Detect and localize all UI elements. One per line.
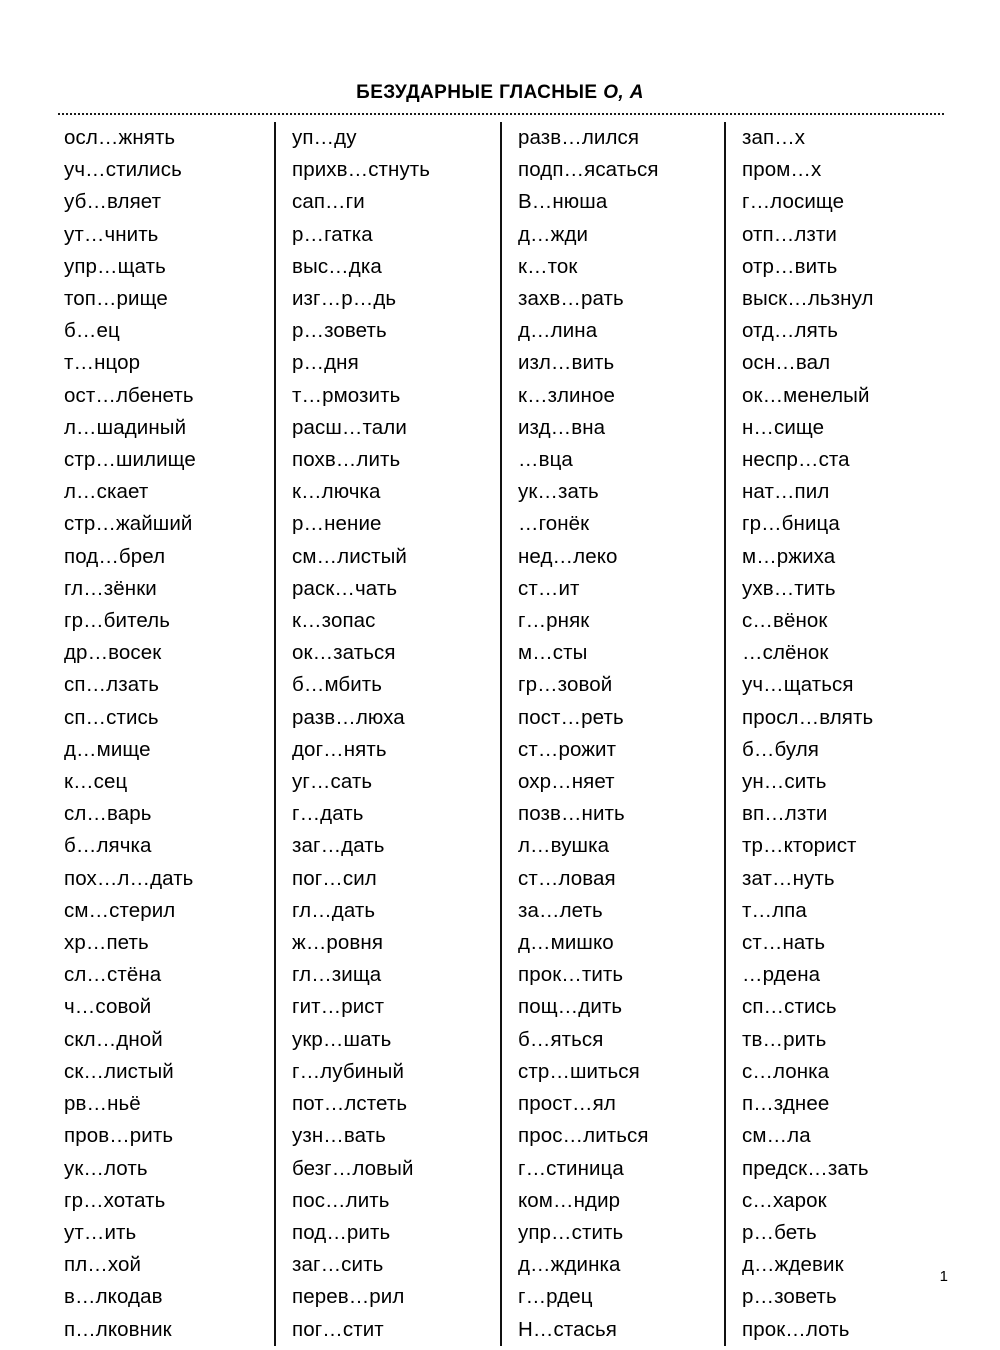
word-item: к…ток — [518, 254, 578, 278]
word-item: позв…нить — [518, 802, 625, 826]
word-item: неспр…ста — [742, 448, 850, 472]
word-item: г…лосище — [742, 190, 845, 214]
word-item: топ…рище — [64, 287, 168, 311]
word-item: пром…х — [742, 158, 822, 182]
word-item: …гонёк — [518, 512, 590, 536]
word-item: в…лкодав — [64, 1285, 163, 1309]
word-column-1 — [58, 122, 274, 1346]
word-item: прос…литься — [518, 1124, 649, 1148]
word-item: прост…ял — [518, 1092, 616, 1116]
word-item: д…ждинка — [518, 1253, 621, 1277]
word-item: пост…реть — [518, 705, 624, 729]
word-item: б…яться — [518, 1027, 604, 1051]
word-item: с…лонка — [742, 1059, 830, 1083]
word-item: хр…петь — [64, 931, 149, 955]
word-item: р…зоветь — [742, 1285, 837, 1309]
word-item: ск…листый — [64, 1059, 174, 1083]
word-item: р…дня — [292, 351, 359, 375]
page-title-main: БЕЗУДАРНЫЕ ГЛАСНЫЕ — [356, 82, 604, 103]
word-item: п…зднее — [742, 1092, 830, 1116]
word-item: р…нение — [292, 512, 382, 536]
word-item: гл…дать — [292, 898, 376, 922]
word-item: нат…пил — [742, 480, 830, 504]
word-item: гр…хотать — [64, 1188, 166, 1212]
word-item: м…сты — [518, 641, 588, 665]
word-item: уг…сать — [292, 770, 373, 794]
word-item: гр…бница — [742, 512, 840, 536]
word-item: л…вушка — [518, 834, 610, 858]
word-item: ок…менелый — [742, 383, 870, 407]
word-item: прок…тить — [518, 963, 624, 987]
word-item: пог…стит — [292, 1317, 384, 1341]
word-item: сп…стись — [64, 705, 159, 729]
word-item: д…мишко — [518, 931, 614, 955]
page-title — [0, 82, 1000, 104]
word-item: ук…зать — [518, 480, 599, 504]
word-item: к…зопас — [292, 609, 376, 633]
word-item: за…леть — [518, 898, 603, 922]
word-item: выск…льзнул — [742, 287, 874, 311]
word-item: пох…л…дать — [64, 866, 194, 890]
title-divider — [58, 113, 944, 115]
word-item: узн…вать — [292, 1124, 386, 1148]
word-item: т…рмозить — [292, 383, 401, 407]
word-item: изд…вна — [518, 415, 606, 439]
word-item: рв…ньё — [64, 1092, 141, 1116]
word-column-3 — [500, 122, 724, 1346]
word-item: сп…лзать — [64, 673, 160, 697]
word-item: ч…совой — [64, 995, 152, 1019]
word-item: ук…лоть — [64, 1156, 148, 1180]
word-item: ж…ровня — [292, 931, 384, 955]
word-item: б…ец — [64, 319, 120, 343]
word-item: изг…р…дь — [292, 287, 397, 311]
word-item: пл…хой — [64, 1253, 142, 1277]
word-item: т…нцор — [64, 351, 141, 375]
word-item: см…ла — [742, 1124, 811, 1148]
word-item: ут…ить — [64, 1220, 137, 1244]
word-item: под…брел — [64, 544, 166, 568]
word-item: ун…сить — [742, 770, 827, 794]
word-item: пос…лить — [292, 1188, 390, 1212]
word-item: дог…нять — [292, 737, 387, 761]
word-item: заг…дать — [292, 834, 385, 858]
word-item: л…скает — [64, 480, 149, 504]
word-item: пров…рить — [64, 1124, 174, 1148]
word-item: г…рдец — [518, 1285, 593, 1309]
word-item: к…лючка — [292, 480, 381, 504]
word-item: укр…шать — [292, 1027, 392, 1051]
word-item: ухв…тить — [742, 576, 836, 600]
word-item: стр…шиться — [518, 1059, 640, 1083]
word-item: г…лубиный — [292, 1059, 405, 1083]
word-item: выс…дка — [292, 254, 382, 278]
word-item: н…сище — [742, 415, 825, 439]
word-item: зат…нуть — [742, 866, 835, 890]
word-item: …слёнок — [742, 641, 829, 665]
word-item: В…нюша — [518, 190, 608, 214]
word-item: г…дать — [292, 802, 364, 826]
word-item: охр…няет — [518, 770, 615, 794]
word-item: …рдена — [742, 963, 821, 987]
word-item: безг…ловый — [292, 1156, 414, 1180]
word-item: к…сец — [64, 770, 128, 794]
word-item: нед…леко — [518, 544, 618, 568]
word-item: б…лячка — [64, 834, 152, 858]
word-item: уп…ду — [292, 126, 357, 149]
word-columns — [58, 122, 944, 1346]
word-item: д…ждевик — [742, 1253, 844, 1277]
word-item: см…стерил — [64, 898, 176, 922]
word-item: р…гатка — [292, 222, 373, 246]
word-item: д…жди — [518, 222, 589, 246]
word-item: предск…зать — [742, 1156, 869, 1180]
word-item: пот…лстеть — [292, 1092, 408, 1116]
word-item: тр…кторист — [742, 834, 857, 858]
word-item: осн…вал — [742, 351, 831, 375]
word-item: изл…вить — [518, 351, 615, 375]
word-item: гр…битель — [64, 609, 170, 633]
word-item: г…стиница — [518, 1156, 624, 1180]
word-item: б…буля — [742, 737, 819, 761]
word-item: расш…тали — [292, 415, 407, 439]
word-item: ст…нать — [742, 931, 826, 955]
word-item: д…лина — [518, 319, 598, 343]
page-title-vowels: О, А — [603, 82, 644, 103]
word-item: г…рняк — [518, 609, 590, 633]
word-item: п…лковник — [64, 1317, 172, 1341]
word-item: раск…чать — [292, 576, 398, 600]
word-item: захв…рать — [518, 287, 624, 311]
page-number: 1 — [939, 1268, 948, 1285]
word-item: отд…лять — [742, 319, 839, 343]
word-item: упр…щать — [64, 254, 166, 278]
word-item: разв…люха — [292, 705, 405, 729]
word-item: похв…лить — [292, 448, 401, 472]
word-item: сл…стёна — [64, 963, 162, 987]
word-item: ок…заться — [292, 641, 396, 665]
word-item: ост…лбенеть — [64, 383, 194, 407]
word-item: гр…зовой — [518, 673, 613, 697]
word-item: пощ…дить — [518, 995, 623, 1019]
word-item: стр…шилище — [64, 448, 196, 472]
word-item: отп…лзти — [742, 222, 837, 246]
word-item: отр…вить — [742, 254, 838, 278]
word-item: заг…сить — [292, 1253, 384, 1277]
word-item: уб…вляет — [64, 190, 162, 214]
word-item: скл…дной — [64, 1027, 163, 1051]
word-item: ст…рожит — [518, 737, 617, 761]
word-item: зап…х — [742, 126, 806, 149]
word-item: перев…рил — [292, 1285, 405, 1309]
word-item: гл…зища — [292, 963, 382, 987]
word-item: сап…ги — [292, 190, 365, 214]
word-item: ут…чнить — [64, 222, 159, 246]
word-item: прихв…стнуть — [292, 158, 431, 182]
word-item: л…шадиный — [64, 415, 187, 439]
word-item: разв…лился — [518, 126, 640, 149]
word-item: р…зоветь — [292, 319, 387, 343]
word-item: др…восек — [64, 641, 162, 665]
word-item: просл…влять — [742, 705, 874, 729]
word-item: д…мище — [64, 737, 151, 761]
word-item: с…вёнок — [742, 609, 828, 633]
word-column-2 — [274, 122, 500, 1346]
word-item: с…харок — [742, 1188, 827, 1212]
word-item: т…лпа — [742, 898, 807, 922]
word-item: сл…варь — [64, 802, 152, 826]
word-item: Н…стасья — [518, 1317, 617, 1341]
word-item: прок…лоть — [742, 1317, 850, 1341]
word-item: ст…ловая — [518, 866, 616, 890]
word-item: под…рить — [292, 1220, 391, 1244]
word-item: гл…зёнки — [64, 576, 157, 600]
word-item: к…злиное — [518, 383, 615, 407]
word-item: упр…стить — [518, 1220, 624, 1244]
word-item: вп…лзти — [742, 802, 828, 826]
word-item: р…беть — [742, 1220, 817, 1244]
word-item: стр…жайший — [64, 512, 193, 536]
word-item: сп…стись — [742, 995, 837, 1019]
word-item: осл…жнять — [64, 126, 176, 149]
word-item: подп…ясаться — [518, 158, 659, 182]
word-item: пог…сил — [292, 866, 377, 890]
word-item: тв…рить — [742, 1027, 827, 1051]
word-item: …вца — [518, 448, 573, 472]
word-item: см…листый — [292, 544, 407, 568]
word-item: уч…щаться — [742, 673, 854, 697]
word-item: гит…рист — [292, 995, 385, 1019]
word-item: м…ржиха — [742, 544, 836, 568]
word-item: ком…ндир — [518, 1188, 621, 1212]
word-item: уч…стились — [64, 158, 182, 182]
word-item: б…мбить — [292, 673, 383, 697]
word-column-4 — [724, 122, 944, 1346]
word-item: ст…ит — [518, 576, 580, 600]
